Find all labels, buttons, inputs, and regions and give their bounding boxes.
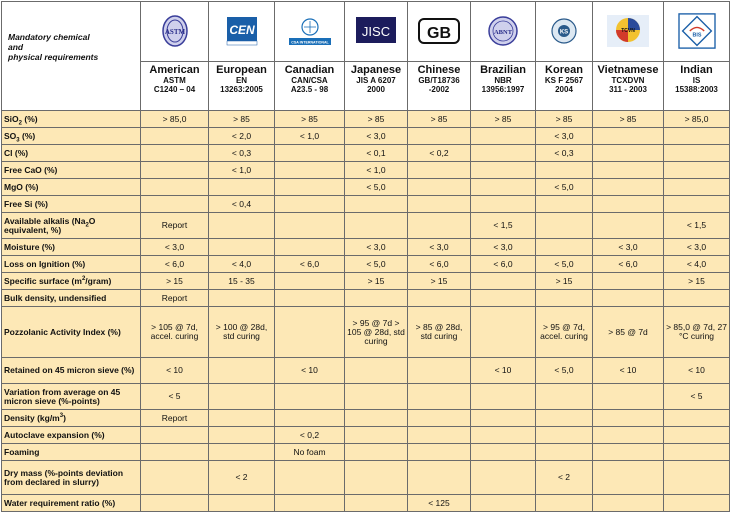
requirement-label: Available alkalis ($Na_2O$ equivalent, %)	[2, 213, 141, 239]
requirement-value	[471, 145, 536, 162]
requirement-value	[275, 162, 345, 179]
requirement-value: > 15	[345, 273, 408, 290]
requirement-value: < 5,0	[536, 256, 593, 273]
requirement-value: < 6,0	[471, 256, 536, 273]
requirement-value	[141, 427, 209, 444]
country-name: Japanese	[350, 64, 402, 76]
table-row	[2, 196, 730, 213]
standard-code-line: KS F 2567	[544, 76, 584, 85]
gb-logo-cell	[408, 2, 471, 62]
requirement-value	[408, 410, 471, 427]
requirement-value: < 0,2	[408, 145, 471, 162]
country-name: European	[216, 64, 267, 76]
cen-logo-cell	[209, 2, 275, 62]
requirement-value	[664, 179, 730, 196]
requirement-value	[593, 273, 664, 290]
ks-logo	[543, 13, 585, 49]
requirement-value: < 125	[408, 495, 471, 512]
country-name: Indian	[680, 64, 713, 76]
requirement-value: No foam	[275, 444, 345, 461]
requirement-value	[209, 410, 275, 427]
standard-code-line: -2002	[428, 85, 450, 94]
standard-code-line: ASTM	[163, 76, 186, 85]
requirement-label: Foaming	[2, 444, 141, 461]
requirement-value: < 5,0	[536, 358, 593, 384]
table-row	[2, 239, 730, 256]
requirement-value: > 85	[593, 111, 664, 128]
requirement-value: > 95 @ 7d > 105 @ 28d, std curing	[345, 307, 408, 358]
requirement-value	[471, 307, 536, 358]
requirement-value	[141, 196, 209, 213]
requirement-value: < 5,0	[345, 256, 408, 273]
table-row	[2, 495, 730, 512]
standard-code-line: 13956:1997	[481, 85, 525, 94]
cen-logo	[221, 13, 263, 49]
logo-row	[2, 2, 730, 62]
header-title-line: physical requirements	[8, 52, 99, 62]
requirement-value	[345, 290, 408, 307]
standard-header-vietnamese	[593, 62, 664, 111]
abnt-logo-cell	[471, 2, 536, 62]
country-name: Canadian	[284, 64, 335, 76]
requirements-table	[1, 1, 730, 512]
requirement-value	[471, 461, 536, 495]
table-row	[2, 307, 730, 358]
header-title-line: Mandatory chemical	[8, 32, 90, 42]
country-name: American	[149, 64, 200, 76]
requirement-value: < 3,0	[536, 128, 593, 145]
requirement-value	[141, 444, 209, 461]
ks-logo-cell	[536, 2, 593, 62]
country-name: Brazilian	[480, 64, 526, 76]
standard-header-indian	[664, 62, 730, 111]
csa-logo-text: CSA INTERNATIONAL	[290, 40, 329, 44]
requirement-value	[209, 179, 275, 196]
astm-logo	[154, 13, 196, 49]
requirement-value: > 85	[275, 111, 345, 128]
requirement-value	[275, 410, 345, 427]
standard-code-line: NBR	[494, 76, 512, 85]
requirement-value	[593, 290, 664, 307]
requirement-value: < 1,0	[209, 162, 275, 179]
requirement-value	[471, 384, 536, 410]
requirement-value	[471, 196, 536, 213]
requirement-value	[593, 427, 664, 444]
requirement-value	[345, 358, 408, 384]
requirement-value	[408, 290, 471, 307]
jisc-logo-text: JISC	[361, 23, 391, 39]
requirement-label: MgO (%)	[2, 179, 141, 196]
requirement-value	[664, 495, 730, 512]
requirement-value	[664, 145, 730, 162]
standard-header-american	[141, 62, 209, 111]
requirement-value	[275, 495, 345, 512]
requirement-label: Density $(kg/m^3)$	[2, 410, 141, 427]
requirement-value: > 85	[209, 111, 275, 128]
astm-logo-text: ASTM	[164, 27, 185, 36]
requirement-value	[345, 410, 408, 427]
requirement-value	[408, 128, 471, 145]
requirement-value	[345, 384, 408, 410]
ks-logo-text: KS	[559, 29, 569, 35]
requirement-value	[536, 162, 593, 179]
table-row	[2, 128, 730, 145]
requirement-value	[471, 290, 536, 307]
requirement-value: Report	[141, 213, 209, 239]
table-row	[2, 256, 730, 273]
requirement-value: < 3,0	[408, 239, 471, 256]
requirement-value: < 5,0	[345, 179, 408, 196]
requirement-value	[345, 495, 408, 512]
requirement-value: < 10	[471, 358, 536, 384]
requirement-value	[664, 290, 730, 307]
requirement-value	[593, 179, 664, 196]
bis-logo-text: BIS	[692, 31, 701, 38]
requirement-value	[141, 179, 209, 196]
requirement-value: < 4,0	[209, 256, 275, 273]
cen-logo-text: CEN	[228, 22, 255, 37]
standard-header-european	[209, 62, 275, 111]
jisc-logo-cell	[345, 2, 408, 62]
requirement-value: > 85,0	[664, 111, 730, 128]
requirement-value: > 85 @ 28d, std curing	[408, 307, 471, 358]
requirement-label: Water requirement ratio (%)	[2, 495, 141, 512]
standard-code-line: A23.5 - 98	[290, 85, 329, 94]
requirement-value	[209, 213, 275, 239]
requirement-value	[471, 444, 536, 461]
csa-logo	[289, 13, 331, 49]
requirement-value	[209, 495, 275, 512]
country-name: Korean	[545, 64, 583, 76]
requirement-label: Dry mass (%-points deviation from declared in slurry)	[2, 461, 141, 495]
requirement-label: Variation from average on 45 micron sieve (%-points)	[2, 384, 141, 410]
requirement-value: < 10	[593, 358, 664, 384]
requirement-value	[209, 384, 275, 410]
requirement-value	[408, 162, 471, 179]
requirement-value	[471, 495, 536, 512]
requirement-value	[275, 384, 345, 410]
astm-logo-cell	[141, 2, 209, 62]
requirement-value	[275, 307, 345, 358]
tcvn-logo-cell	[593, 2, 664, 62]
requirement-value	[593, 444, 664, 461]
requirement-label: Specific surface $(m^2/gram)$	[2, 273, 141, 290]
country-name: Vietnamese	[597, 64, 659, 76]
requirement-value: > 85	[345, 111, 408, 128]
requirement-label: Loss on Ignition (%)	[2, 256, 141, 273]
requirement-value	[209, 358, 275, 384]
requirement-value	[275, 213, 345, 239]
requirement-value	[275, 145, 345, 162]
tcvn-logo	[607, 13, 649, 49]
requirement-value	[141, 162, 209, 179]
requirement-value	[536, 410, 593, 427]
requirement-value	[536, 444, 593, 461]
standard-header-brazilian	[471, 62, 536, 111]
requirement-value: < 0,3	[209, 145, 275, 162]
requirement-value	[664, 162, 730, 179]
requirement-value: < 1,0	[275, 128, 345, 145]
abnt-logo	[482, 13, 524, 49]
requirement-value: < 1,5	[664, 213, 730, 239]
requirement-value	[141, 145, 209, 162]
requirement-value	[471, 128, 536, 145]
standard-code-line: CAN/CSA	[291, 76, 328, 85]
table-row	[2, 427, 730, 444]
requirement-value: > 85	[471, 111, 536, 128]
requirement-value: Report	[141, 410, 209, 427]
requirement-value: < 5	[141, 384, 209, 410]
requirement-value: > 15	[141, 273, 209, 290]
table-row	[2, 290, 730, 307]
requirement-label: Cl (%)	[2, 145, 141, 162]
requirement-value	[275, 196, 345, 213]
requirement-value: < 2	[536, 461, 593, 495]
requirement-value: < 10	[141, 358, 209, 384]
requirement-value: < 10	[275, 358, 345, 384]
standard-code-line: TCXDVN	[611, 76, 645, 85]
requirement-label: Pozzolanic Activity Index (%)	[2, 307, 141, 358]
standard-code-line: JIS A 6207	[356, 76, 396, 85]
requirement-value	[408, 461, 471, 495]
requirement-value: > 15	[536, 273, 593, 290]
csa-logo-cell	[275, 2, 345, 62]
requirement-value	[408, 196, 471, 213]
standard-code-line: 2004	[555, 85, 573, 94]
requirement-value	[593, 196, 664, 213]
standard-code-line: GB/T18736	[418, 76, 460, 85]
requirement-value	[536, 290, 593, 307]
bis-logo-cell	[664, 2, 730, 62]
requirement-value	[471, 410, 536, 427]
requirement-value: < 6,0	[141, 256, 209, 273]
requirement-value	[536, 196, 593, 213]
table-row	[2, 111, 730, 128]
requirement-value: < 5,0	[536, 179, 593, 196]
requirement-value	[408, 384, 471, 410]
requirement-value: > 95 @ 7d, accel. curing	[536, 307, 593, 358]
requirement-value: < 0,3	[536, 145, 593, 162]
requirement-value: > 105 @ 7d, accel. curing	[141, 307, 209, 358]
requirement-label: $SO_3$ (%)	[2, 128, 141, 145]
requirement-value	[664, 461, 730, 495]
requirement-label: Free CaO (%)	[2, 162, 141, 179]
requirement-value	[471, 427, 536, 444]
requirement-value	[536, 384, 593, 410]
requirement-value: < 4,0	[664, 256, 730, 273]
requirement-value	[141, 495, 209, 512]
requirement-value	[664, 128, 730, 145]
standard-header-chinese	[408, 62, 471, 111]
requirement-value: < 0,2	[275, 427, 345, 444]
requirement-value	[664, 444, 730, 461]
requirement-label: Free Si (%)	[2, 196, 141, 213]
requirement-value: 15 - 35	[209, 273, 275, 290]
requirement-label: Bulk density, undensified	[2, 290, 141, 307]
requirement-value	[536, 427, 593, 444]
requirement-value	[209, 239, 275, 256]
standard-header-canadian	[275, 62, 345, 111]
table-row	[2, 213, 730, 239]
requirement-value: < 0,4	[209, 196, 275, 213]
requirement-value: < 3,0	[345, 239, 408, 256]
requirement-value	[408, 213, 471, 239]
requirement-label: Autoclave expansion (%)	[2, 427, 141, 444]
requirement-value	[536, 239, 593, 256]
requirement-value: < 5	[664, 384, 730, 410]
requirement-value	[664, 410, 730, 427]
requirement-value	[141, 461, 209, 495]
requirement-value	[345, 444, 408, 461]
requirement-value: > 15	[408, 273, 471, 290]
requirement-value: > 85	[536, 111, 593, 128]
requirement-value: > 85,0	[141, 111, 209, 128]
requirement-value	[471, 162, 536, 179]
requirement-value: < 2	[209, 461, 275, 495]
table-row	[2, 162, 730, 179]
requirement-value: > 15	[664, 273, 730, 290]
requirement-value: < 6,0	[593, 256, 664, 273]
table-row	[2, 179, 730, 196]
requirement-value: < 6,0	[408, 256, 471, 273]
requirement-value	[408, 179, 471, 196]
requirement-value	[664, 427, 730, 444]
standard-code-line: 311 - 2003	[609, 85, 647, 94]
requirement-value	[408, 427, 471, 444]
requirement-value: < 1,5	[471, 213, 536, 239]
standard-code-line: EN	[235, 76, 248, 85]
bis-logo	[676, 13, 718, 49]
standard-code-line: 15388:2003	[675, 85, 718, 94]
requirement-label: Retained on 45 micron sieve (%)	[2, 358, 141, 384]
country-name: Chinese	[417, 64, 461, 76]
table-row	[2, 461, 730, 495]
requirement-value	[593, 410, 664, 427]
requirement-value: > 85	[408, 111, 471, 128]
requirement-value	[345, 196, 408, 213]
table-row	[2, 384, 730, 410]
requirement-value	[536, 495, 593, 512]
requirement-value	[209, 444, 275, 461]
requirement-value: > 100 @ 28d, std curing	[209, 307, 275, 358]
requirement-value	[408, 358, 471, 384]
requirement-value	[275, 179, 345, 196]
requirement-value	[593, 128, 664, 145]
requirement-value: > 85 @ 7d	[593, 307, 664, 358]
requirement-value	[664, 196, 730, 213]
requirement-label: SiO$_2$ (%)	[2, 111, 141, 128]
standard-code-line: 13263:2005	[220, 85, 263, 94]
jisc-logo	[355, 13, 397, 49]
table-row	[2, 145, 730, 162]
requirement-value	[345, 427, 408, 444]
requirement-value	[471, 179, 536, 196]
requirement-value	[275, 273, 345, 290]
header-title-line: and	[8, 42, 24, 52]
requirement-value: < 10	[664, 358, 730, 384]
requirement-value: < 2,0	[209, 128, 275, 145]
requirement-value: < 0,1	[345, 145, 408, 162]
table-row	[2, 273, 730, 290]
requirement-label: Moisture (%)	[2, 239, 141, 256]
requirement-value: < 1,0	[345, 162, 408, 179]
requirement-value	[345, 461, 408, 495]
requirement-value: < 3,0	[141, 239, 209, 256]
requirement-value	[593, 213, 664, 239]
requirement-value: > 85,0 @ 7d, 27 °C curing	[664, 307, 730, 358]
table-row	[2, 444, 730, 461]
requirement-value	[593, 461, 664, 495]
standard-code-line: IS	[692, 76, 701, 85]
requirement-value	[345, 213, 408, 239]
requirement-value	[275, 461, 345, 495]
requirement-value	[593, 162, 664, 179]
table-row	[2, 410, 730, 427]
standard-code-line: C1240 – 04	[153, 85, 196, 94]
header-title-cell	[2, 2, 141, 111]
requirement-value: < 3,0	[664, 239, 730, 256]
requirement-value	[471, 273, 536, 290]
requirement-value	[536, 213, 593, 239]
requirement-value: < 6,0	[275, 256, 345, 273]
requirement-value: Report	[141, 290, 209, 307]
requirement-value: < 3,0	[593, 239, 664, 256]
requirement-value	[275, 239, 345, 256]
requirement-value	[141, 128, 209, 145]
requirement-value	[209, 427, 275, 444]
standard-header-korean	[536, 62, 593, 111]
requirement-value	[275, 290, 345, 307]
table-row	[2, 358, 730, 384]
requirement-value	[593, 495, 664, 512]
standard-code-line: 2000	[367, 85, 385, 94]
abnt-logo-text: ABNT	[493, 28, 513, 36]
gb-logo	[418, 13, 460, 49]
requirement-value: < 3,0	[471, 239, 536, 256]
requirement-value	[408, 444, 471, 461]
tcvn-logo-text: TCVN	[621, 27, 635, 34]
standard-header-japanese	[345, 62, 408, 111]
requirement-value: < 3,0	[345, 128, 408, 145]
gb-logo-text: GB	[427, 24, 451, 42]
requirement-value	[209, 290, 275, 307]
requirement-value	[593, 384, 664, 410]
requirement-value	[593, 145, 664, 162]
